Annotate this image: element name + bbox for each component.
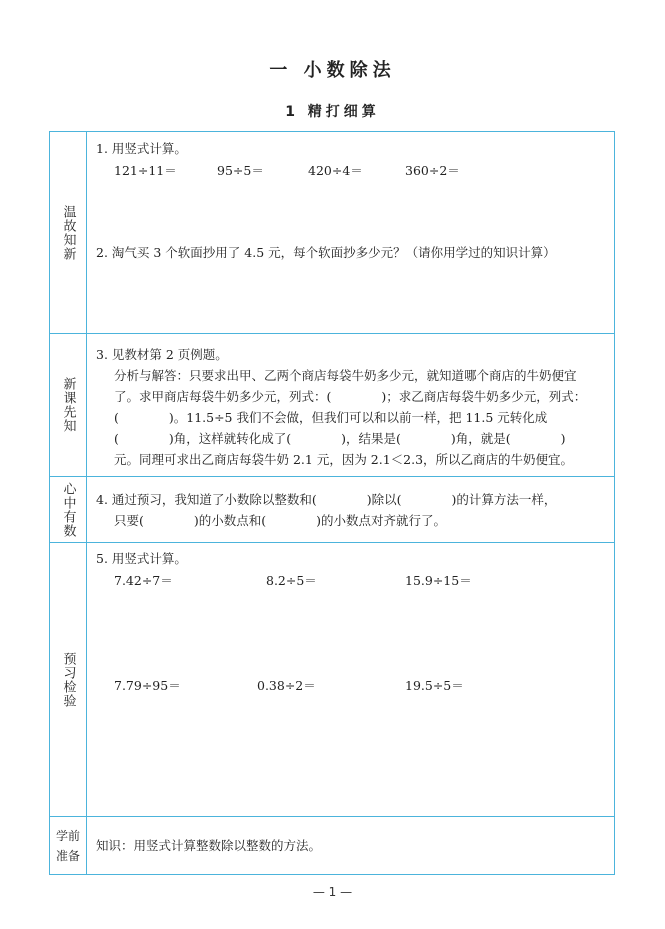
- label-line: 准备: [55, 848, 80, 863]
- section-content: [87, 477, 614, 542]
- calc-item: 95÷5＝: [217, 163, 264, 178]
- chapter-title: 一 小数除法: [269, 60, 396, 81]
- calc-item: 8.2÷5＝: [266, 573, 317, 588]
- page-number: — 1 —: [312, 885, 353, 899]
- section-label-text: 心中有数: [60, 481, 76, 538]
- calc-item: 121÷11＝: [114, 163, 177, 178]
- question-5-title: 5. 用竖式计算。: [96, 551, 187, 566]
- question-2: 2. 淘气买 3 个软面抄用了 4.5 元，每个软面抄多少元？（请你用学过的知识计算）: [96, 245, 556, 260]
- lesson-title: 1 精打细算: [285, 104, 380, 120]
- section-label-text: [56, 826, 80, 866]
- section-label: [50, 543, 87, 816]
- label-line: 学前: [55, 828, 80, 843]
- section-label-text: 预习检验: [60, 651, 76, 708]
- calc-item: 15.9÷15＝: [405, 573, 472, 588]
- question-4-line: 只要( )的小数点和( )的小数点对齐就行了。: [114, 513, 447, 528]
- section-label: [50, 334, 87, 476]
- section-review: [50, 132, 614, 333]
- section-content: [87, 817, 614, 874]
- text-line: ( )角，这样就转化成了( )，结果是( )角，就是( ): [114, 431, 566, 446]
- calc-item: 19.5÷5＝: [405, 678, 464, 693]
- text-line: 元。同理可求出乙商店每袋牛奶 2.1 元，因为 2.1＜2.3，所以乙商店的牛奶便宜。: [114, 452, 574, 467]
- calc-item: 420÷4＝: [308, 163, 363, 178]
- calc-item: 7.79÷95＝: [114, 678, 181, 693]
- question-4-line: 4. 通过预习，我知道了小数除以整数和( )除以( )的计算方法一样，: [96, 492, 557, 507]
- calc-item: 0.38÷2＝: [257, 678, 316, 693]
- section-check: [50, 542, 614, 816]
- text-line: 分析与解答：只要求出甲、乙两个商店每袋牛奶多少元，就知道哪个商店的牛奶便宜: [114, 368, 577, 383]
- section-label-text: 温故知新: [60, 204, 76, 261]
- text-line: 了。求甲商店每袋牛奶多少元，列式：( )；求乙商店每袋牛奶多少元，列式：: [114, 389, 587, 404]
- section-label: [50, 132, 87, 333]
- question-3-title: 3. 见教材第 2 页例题。: [96, 347, 228, 362]
- preparation-text: 知识：用竖式计算整数除以整数的方法。: [96, 838, 322, 853]
- section-preview: [50, 333, 614, 476]
- section-summary: [50, 476, 614, 542]
- section-label: [50, 477, 87, 542]
- calc-item: 7.42÷7＝: [114, 573, 173, 588]
- section-content: [87, 132, 614, 333]
- calc-item: 360÷2＝: [405, 163, 460, 178]
- section-content: [87, 543, 614, 816]
- section-content: [87, 334, 614, 476]
- worksheet-table: [49, 131, 615, 875]
- section-label-text: 新课先知: [60, 377, 76, 433]
- section-label: [50, 817, 87, 874]
- question-1-title: 1. 用竖式计算。: [96, 141, 187, 156]
- section-preparation: [50, 816, 614, 874]
- text-line: ( )。11.5÷5 我们不会做，但我们可以和以前一样，把 11.5 元转化成: [114, 410, 548, 425]
